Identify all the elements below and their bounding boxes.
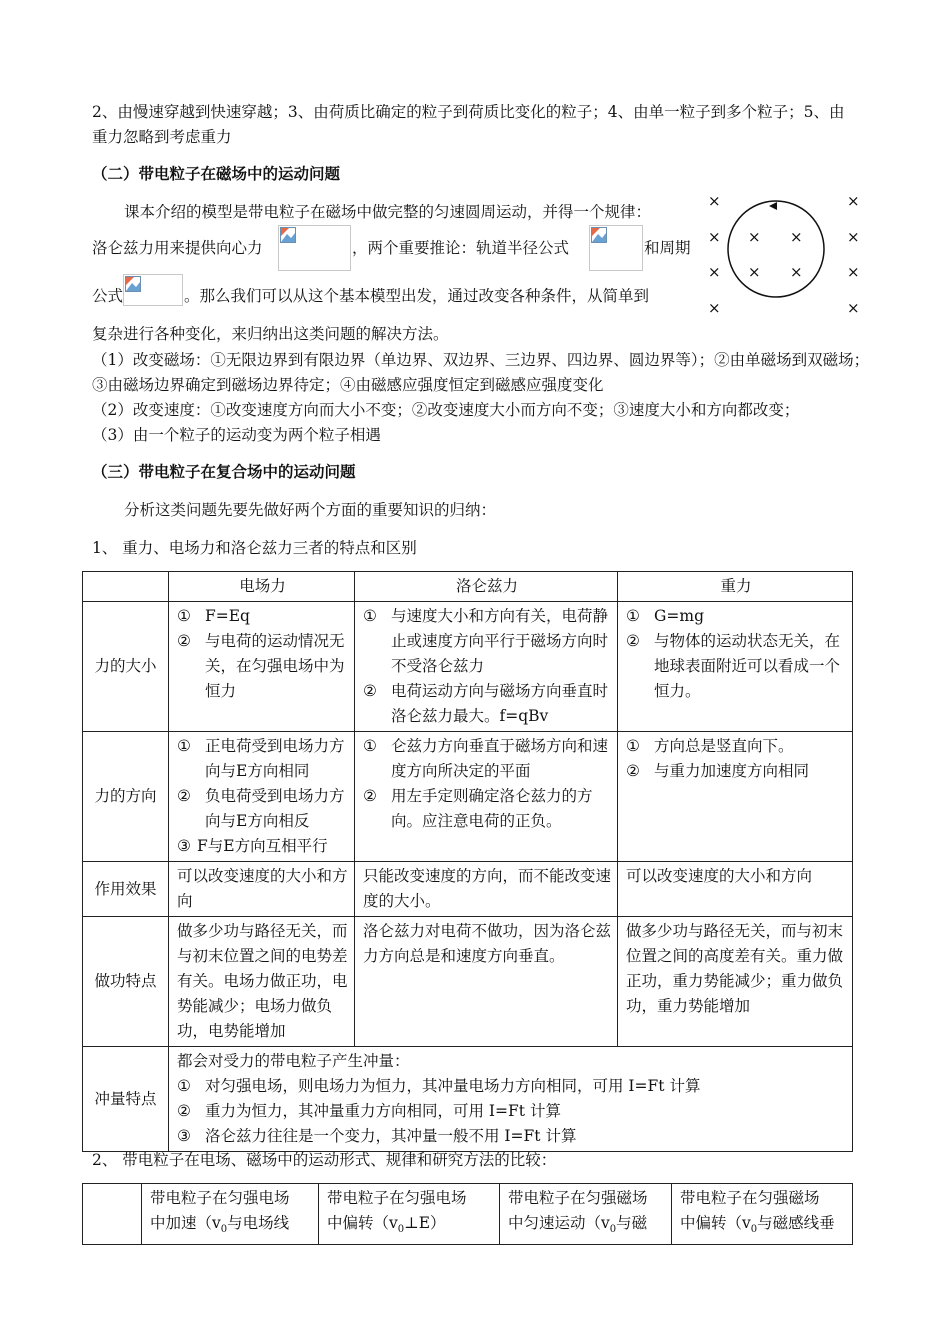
item-text: 重力为恒力，其冲量重力方向相同，可用 I=Ft 计算: [205, 1102, 561, 1120]
item-number: ①: [626, 737, 640, 755]
impulse-intro: 都会对受力的带电粒子产生冲量：: [177, 1052, 410, 1070]
table-header-row: [83, 1184, 853, 1245]
field-cross-mark: ×: [708, 263, 721, 281]
motion-comparison-table: [82, 1183, 853, 1245]
item-text: 仑兹力方向垂直于磁场方向和速度方向所决定的平面: [391, 737, 609, 780]
item-number: ①: [626, 607, 640, 625]
row-work: [83, 917, 853, 1047]
circular-orbit: [700, 190, 860, 320]
cell-electric: 可以改变速度的大小和方向: [169, 862, 355, 917]
header-line: 带电粒子在匀强磁场: [508, 1189, 648, 1207]
force-comparison-table: [82, 571, 853, 1152]
header-text: 中偏转（v: [327, 1214, 398, 1232]
cell-gravity: [618, 602, 853, 732]
item-text: F=Eq: [205, 607, 250, 625]
header-text: 中匀速运动（v: [508, 1214, 610, 1232]
list-item: [177, 604, 348, 629]
sec2-paragraph-4: 复杂进行各种变化，来归纳出这类问题的解决方法。: [92, 325, 449, 343]
item-number: ①: [363, 607, 377, 625]
row-label: 做功特点: [83, 917, 169, 1047]
cell-gravity: 可以改变速度的大小和方向: [618, 862, 853, 917]
table-1-title: 1、 重力、电场力和洛仑兹力三者的特点和区别: [92, 539, 417, 557]
item-number: ②: [177, 1102, 191, 1120]
cell-electric: 做多少功与路径无关，而与初末位置之间的电势差有关。电场力做正功，电势能减少；电场力做负功，电势能增加: [169, 917, 355, 1047]
header-text: ⊥E）: [404, 1214, 446, 1232]
field-cross-mark: ×: [847, 192, 860, 210]
cell-electric: [169, 602, 355, 732]
cell-lorentz: [355, 732, 618, 862]
formula-centripetal-image: [278, 225, 351, 271]
item-number: ①: [177, 607, 191, 625]
row-label: 冲量特点: [83, 1047, 169, 1152]
item-number: ①: [177, 1077, 191, 1095]
sec2-paragraph-2c: 和周期: [644, 239, 691, 257]
cell-impulse: [169, 1047, 853, 1152]
list-item: [177, 1074, 846, 1099]
formula-period-image: [123, 274, 183, 306]
item-number: ③: [177, 1127, 191, 1145]
header-text: 与磁: [616, 1214, 648, 1232]
sec2-list-item-2: ③由磁场边界确定到磁场边界待定；④由磁感应强度恒定到磁感应强度变化: [92, 376, 604, 394]
sec2-paragraph-3a: 公式: [92, 287, 124, 305]
sec2-list-item-3: （2）改变速度：①改变速度方向而大小不变；②改变速度大小而方向不变；③速度大小和方向都改变；: [92, 401, 800, 419]
intro-line-2: 重力忽略到考虑重力: [92, 128, 232, 146]
item-number: ①: [363, 737, 377, 755]
field-cross-mark: ×: [790, 263, 803, 281]
row-effect: [83, 862, 853, 917]
item-text: 与电荷的运动情况无关，在匀强电场中为恒力: [205, 632, 345, 700]
header-line: [150, 1211, 312, 1242]
sec2-paragraph-1: 课本介绍的模型是带电粒子在磁场中做完整的匀速圆周运动，并得一个规律：: [124, 203, 652, 221]
item-text: 与重力加速度方向相同: [654, 762, 810, 780]
subscript: 0: [609, 1224, 617, 1236]
row-label: 力的大小: [83, 602, 169, 732]
item-number: ②: [363, 787, 377, 805]
header-gravity: 重力: [618, 572, 853, 602]
item-text: 洛仑兹力往往是一个变力，其冲量一般不用 I=Ft 计算: [205, 1127, 577, 1145]
list-item: [363, 604, 611, 679]
header-text: 中偏转（v: [680, 1214, 751, 1232]
header-text: 中加速（v: [150, 1214, 221, 1232]
field-cross-mark: ×: [847, 263, 860, 281]
field-cross-mark: ×: [847, 228, 860, 246]
header-cell: [319, 1184, 500, 1245]
broken-image-icon: [280, 227, 296, 243]
list-item: [363, 679, 611, 729]
sec2-list-item-1: （1）改变磁场：①无限边界到有限边界（单边界、双边界、三边界、四边界、圆边界等）；②由单磁场到双磁场；: [92, 351, 870, 369]
header-line: [680, 1211, 846, 1242]
sec2-list-item-4: （3）由一个粒子的运动变为两个粒子相遇: [92, 426, 381, 444]
cell-gravity: 做多少功与路径无关，而与初末位置之间的高度差有关。重力做正功，重力势能减少；重力做负功，重力势能增加: [618, 917, 853, 1047]
section-3-heading: （三）带电粒子在复合场中的运动问题: [92, 462, 356, 481]
header-electric-force: 电场力: [169, 572, 355, 602]
list-item: [177, 734, 348, 784]
sec2-paragraph-2a: 洛仑兹力用来提供向心力: [92, 239, 263, 257]
field-cross-mark: ×: [748, 263, 761, 281]
list-item: [626, 759, 846, 784]
cell-gravity: [618, 732, 853, 862]
item-text: 与速度大小和方向有关，电荷静止或速度方向平行于磁场方向时不受洛仑兹力: [391, 607, 609, 675]
field-cross-mark: ×: [708, 299, 721, 317]
item-text: 用左手定则确定洛仑兹力的方向。应注意电荷的正负。: [391, 787, 593, 830]
cell-lorentz: 洛仑兹力对电荷不做功，因为洛仑兹力方向总是和速度方向垂直。: [355, 917, 618, 1047]
item-text: 与物体的运动状态无关，在地球表面附近可以看成一个恒力。: [654, 632, 841, 700]
broken-image-icon: [591, 227, 607, 243]
header-line: 带电粒子在匀强电场: [150, 1189, 290, 1207]
cell-lorentz: 只能改变速度的方向，而不能改变速度的大小。: [355, 862, 618, 917]
item-number: ②: [363, 682, 377, 700]
list-item: [177, 1124, 846, 1149]
list-item: [363, 734, 611, 784]
row-impulse: [83, 1047, 853, 1152]
subscript: 0: [750, 1224, 758, 1236]
list-item: [177, 629, 348, 704]
item-number: ①: [177, 737, 191, 755]
item-text: 方向总是竖直向下。: [654, 737, 794, 755]
list-item: [363, 784, 611, 834]
row-magnitude: [83, 602, 853, 732]
formula-radius-image: [589, 225, 643, 271]
intro-line-1: 2、由慢速穿越到快速穿越；3、由荷质比确定的粒子到荷质比变化的粒子；4、由单一粒子到多个粒子；5、由: [92, 103, 845, 121]
header-line: 带电粒子在匀强电场: [327, 1189, 467, 1207]
item-number: ②: [626, 632, 640, 650]
item-text: 正电荷受到电场力方向与E方向相同: [205, 737, 345, 780]
item-text: G=mg: [654, 607, 704, 625]
list-item: [626, 604, 846, 629]
broken-image-icon: [125, 276, 141, 292]
list-item: [626, 734, 846, 759]
header-cell: [142, 1184, 319, 1245]
field-cross-mark: ×: [708, 228, 721, 246]
item-number: ②: [177, 632, 191, 650]
header-line: [508, 1211, 665, 1242]
header-cell: [672, 1184, 853, 1245]
field-cross-mark: ×: [790, 228, 803, 246]
header-cell: [500, 1184, 672, 1245]
row-label: 力的方向: [83, 732, 169, 862]
item-text: F与E方向互相平行: [197, 837, 328, 855]
row-direction: [83, 732, 853, 862]
item-text: 对匀强电场，则电场力为恒力，其冲量电场力方向相同，可用 I=Ft 计算: [205, 1077, 701, 1095]
section-2-heading: （二）带电粒子在磁场中的运动问题: [92, 164, 341, 183]
subscript: 0: [220, 1224, 228, 1236]
sec3-paragraph-1: 分析这类问题先要先做好两个方面的重要知识的归纳：: [124, 501, 497, 519]
magnetic-field-figure: [700, 190, 860, 320]
item-number: ③: [177, 837, 191, 855]
field-cross-mark: ×: [748, 228, 761, 246]
sec2-paragraph-3b: 。那么我们可以从这个基本模型出发，通过改变各种条件，从简单到: [184, 287, 650, 305]
header-line: 带电粒子在匀强磁场: [680, 1189, 820, 1207]
header-text: 与磁感线垂: [757, 1214, 835, 1232]
header-empty-cell: [83, 1184, 142, 1245]
list-item: [177, 1099, 846, 1124]
subscript: 0: [397, 1224, 405, 1236]
list-item: [177, 834, 348, 859]
header-empty-cell: [83, 572, 169, 602]
item-number: ②: [177, 787, 191, 805]
list-item: [626, 629, 846, 704]
table-header-row: [83, 572, 853, 602]
row-label: 作用效果: [83, 862, 169, 917]
item-number: ②: [626, 762, 640, 780]
list-item: [177, 784, 348, 834]
item-text: 负电荷受到电场力方向与E方向相反: [205, 787, 345, 830]
header-text: 与电场线: [227, 1214, 290, 1232]
header-line: [327, 1211, 493, 1242]
field-cross-mark: ×: [847, 299, 860, 317]
sec2-paragraph-2b: ，两个重要推论：轨道半径公式: [352, 239, 570, 257]
table-2-title: 2、 带电粒子在电场、磁场中的运动形式、规律和研究方法的比较：: [92, 1151, 557, 1169]
header-lorentz-force: 洛仑兹力: [355, 572, 618, 602]
cell-electric: [169, 732, 355, 862]
item-text: 电荷运动方向与磁场方向垂直时洛仑兹力最大。f=qBv: [391, 682, 609, 725]
field-cross-mark: ×: [708, 192, 721, 210]
cell-lorentz: [355, 602, 618, 732]
